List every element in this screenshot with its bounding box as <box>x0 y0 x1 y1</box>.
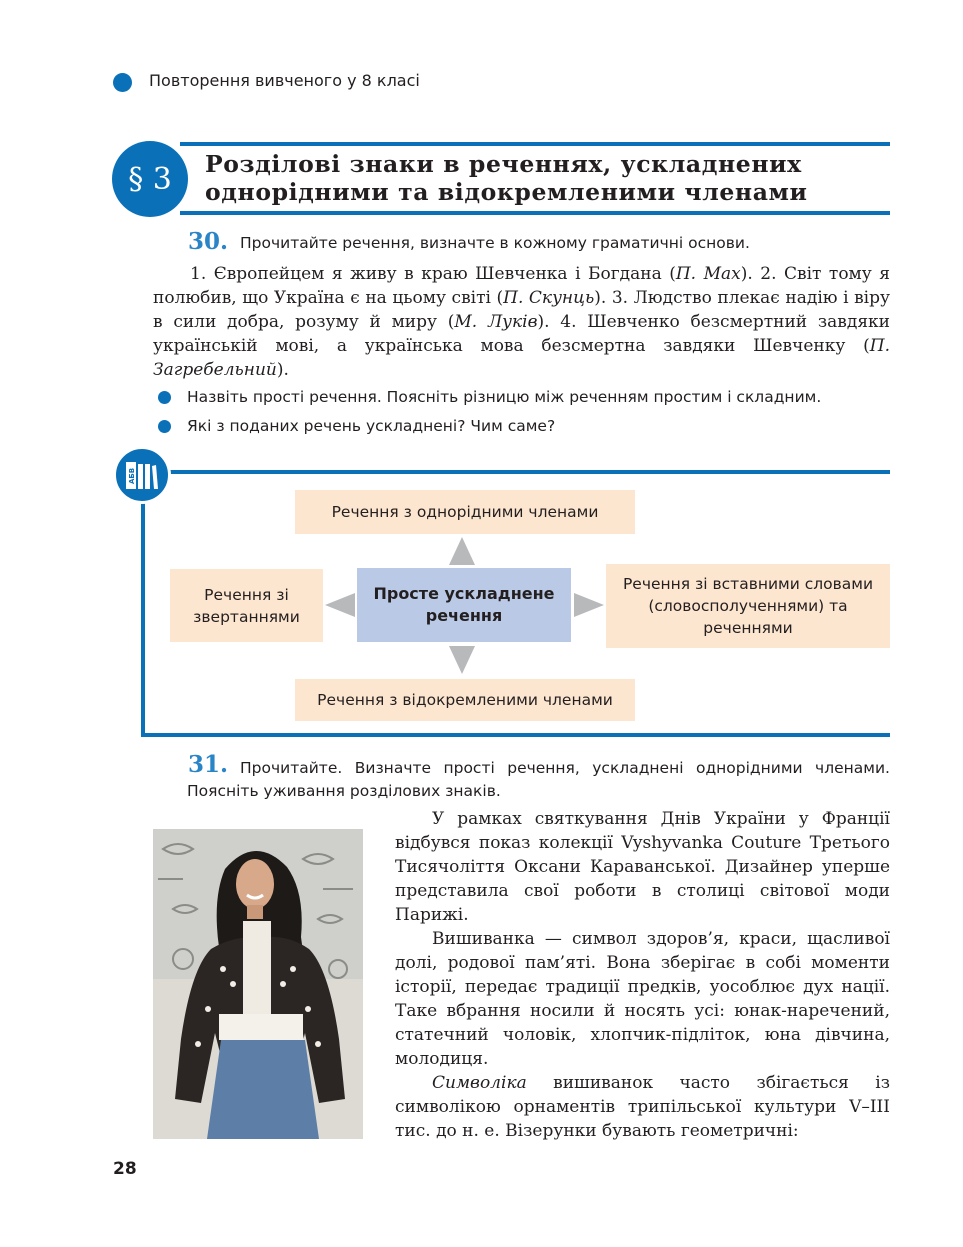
diagram-box-detached: Речення з відокремленими членами <box>295 679 635 721</box>
running-header: Повторення вивченого у 8 класі <box>149 71 420 90</box>
sentence-text: ). <box>276 360 289 380</box>
author-name: П. Загребельний <box>153 336 890 380</box>
diagram-box-homogeneous: Речення з однорідними членами <box>295 490 635 534</box>
diagram-box-parenthetical: Речення зі вставними словами (словосполученнями) та реченнями <box>606 564 890 648</box>
section-number: § 3 <box>128 161 172 197</box>
paragraph <box>395 1071 890 1143</box>
bullet-text: Які з поданих речень ускладнені? Чим саме? <box>187 417 556 435</box>
exercise-30-text <box>153 262 890 382</box>
section-title-line-2: однорідними та відокремленими членами <box>205 178 808 206</box>
section-number-badge <box>112 141 188 217</box>
exercise-number: 30. <box>188 228 229 255</box>
diagram-rule-left <box>141 495 145 735</box>
exercise-task: Прочитайте речення, визначте в кожному граматичні основи. <box>240 234 750 252</box>
theory-books-icon <box>113 446 171 504</box>
arrow-down-icon <box>449 646 475 674</box>
author-name: П. Мах <box>675 264 741 284</box>
exercise-31-text <box>395 807 890 1143</box>
arrow-up-icon <box>449 537 475 565</box>
diagram-rule-bottom <box>141 733 890 737</box>
paragraph: Вишиванка — символ здоров’я, краси, щасливої долі, родової пам’яті. Вона зберігає в собі моменти історії, передає традиції предків, уособлює дух нації. Таке вбрання носили й носять усі: юнак-наречений, статечний чоловік, хлопчик-підліток, юна дівчина, молодиця. <box>395 929 890 1069</box>
paragraph: У рамках святкування Днів України у Франції відбувся показ колекції Vyshyvanka Couture Третього Тисячоліття Оксани Караванської. Дизайнер уперше представила свої роботи в столиці світової моди Парижі. <box>395 809 890 925</box>
bullet-icon <box>158 420 171 433</box>
diagram-box-address: Речення зі звертаннями <box>170 569 323 642</box>
arrow-right-icon <box>574 593 604 617</box>
page-number: 28 <box>113 1159 137 1179</box>
photo-woman-in-vyshyvanka <box>153 829 363 1139</box>
paragraph-text: вишиванок часто збігається із символікою орнаментів трипільської культури V–III тис. до н. е. Візерунки бувають геометричні: <box>395 1073 890 1141</box>
sentence-text: 1. Європейцем я живу в краю Шевченка і Богдана ( <box>190 264 676 284</box>
arrow-left-icon <box>325 593 355 617</box>
sentence-text: ). 3. Людство плекає надію і віру в сили добра, розуму й миру ( <box>153 288 891 332</box>
sentence-text: ). 4. Шевченко безсмертний завдяки українській мові, а українська мова безсмертна завдяки Шевченку ( <box>153 312 891 356</box>
bullet-icon <box>158 391 171 404</box>
books-icon <box>125 459 159 491</box>
author-name: М. Луків <box>454 312 538 332</box>
emphasized-term: Символіка <box>432 1073 527 1093</box>
exercise-number: 31. <box>188 751 229 778</box>
section-rule-top <box>180 142 890 146</box>
diagram-box-center: Просте ускладнене речення <box>357 568 571 642</box>
icon-letters: АБВ <box>128 467 136 485</box>
section-rule-bottom <box>180 211 890 215</box>
bullet-text: Назвіть прості речення. Поясніть різницю між реченням простим і складним. <box>187 388 822 406</box>
author-name: П. Скунць <box>503 288 595 308</box>
diagram-rule-top <box>160 470 890 474</box>
section-title <box>205 150 895 206</box>
sentence-text: ). 2. Світ тому я полюбив, що Україна є на цьому світі ( <box>153 264 891 308</box>
section-title-line-1: Розділові знаки в реченнях, ускладнених <box>205 150 802 178</box>
exercise-task: Прочитайте. Визначте прості речення, ускладнені однорідними членами. Поясніть уживання розділових знаків. <box>187 759 890 800</box>
header-bullet-icon <box>113 73 132 92</box>
